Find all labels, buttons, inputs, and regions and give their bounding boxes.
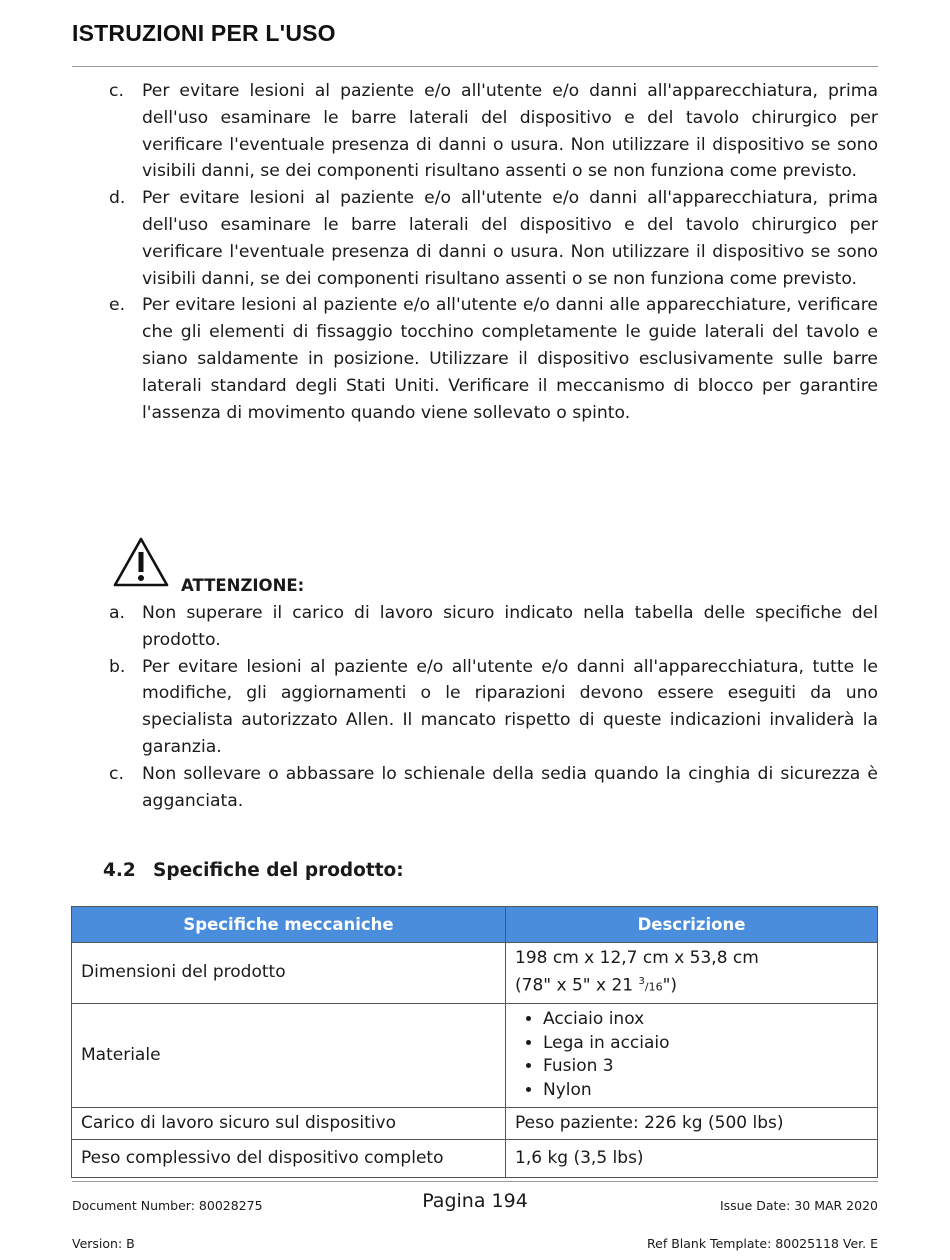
- table-cell: [506, 1003, 878, 1107]
- column-header: Specifiche meccaniche: [72, 907, 506, 943]
- list-item-text: Non sollevare o abbassare lo schienale della sedia quando la cinghia di sicurezza è agganciata.: [142, 763, 878, 811]
- list-item-text: Non superare il carico di lavoro sicuro indicato nella tabella delle specifiche del prodotto.: [142, 603, 878, 650]
- table-cell: Peso complessivo del dispositivo completo: [72, 1139, 506, 1177]
- table-row: [72, 1107, 878, 1139]
- list-item: [106, 185, 878, 292]
- table-cell: Dimensioni del prodotto: [72, 943, 506, 1004]
- table-row: [72, 1139, 878, 1177]
- warning-heading: [112, 536, 412, 596]
- header-divider: [72, 66, 878, 67]
- warning-triangle-icon: [112, 536, 170, 588]
- table-cell: [506, 943, 878, 1004]
- list-item-text: Per evitare lesioni al paziente e/o all'utente e/o danni all'apparecchiatura, prima dell'uso esaminare le barre laterali del dispositivo e del tavolo chirurgico per verificare l'eventuale presenza di danni o usura. Non utilizzare il dispositivo se sono visibili danni, se dei componenti risultano assenti o se non funziona come previsto.: [142, 81, 878, 182]
- list-item: [106, 292, 878, 426]
- fraction-numerator: 3: [638, 976, 645, 987]
- instructions-list: [106, 78, 878, 426]
- list-item-letter: d.: [109, 188, 126, 209]
- fraction-denominator: /16: [644, 980, 663, 994]
- dimensions-imperial-close: "): [662, 975, 678, 996]
- document-version: Version: B: [72, 1236, 135, 1251]
- section-number: 4.2: [103, 860, 136, 881]
- footer-divider: [72, 1181, 878, 1182]
- dimensions-imperial: [515, 970, 868, 999]
- document-number: Document Number: 80028275: [72, 1198, 263, 1213]
- table-row: [72, 1003, 878, 1107]
- table-cell: Carico di lavoro sicuro sul dispositivo: [72, 1107, 506, 1139]
- list-item-text: Per evitare lesioni al paziente e/o all'utente e/o danni alle apparecchiature, verificare che gli elementi di fissaggio tocchino completamente le guide laterali del tavolo e siano saldamente in posizione. Utilizzare il dispositivo esclusivamente sulle barre laterali standard degli Stati Uniti. Verificare il meccanismo di blocco per garantire l'assenza di movimento quando viene sollevato o spinto.: [142, 295, 878, 423]
- table-header-row: [72, 907, 878, 943]
- warning-list: [106, 600, 878, 814]
- list-item: • Acciaio inox: [543, 1008, 868, 1032]
- list-item: • Fusion 3: [543, 1055, 868, 1079]
- list-item-letter: e.: [109, 295, 126, 316]
- table-cell: Materiale: [72, 1003, 506, 1107]
- page-header-title: ISTRUZIONI PER L'USO: [72, 20, 336, 46]
- list-item-letter: c.: [109, 81, 124, 101]
- list-item: • Lega in acciaio: [543, 1032, 868, 1056]
- specifications-table: [71, 906, 878, 1178]
- list-item: • Nylon: [543, 1079, 868, 1103]
- page-number: Pagina 194: [422, 1190, 528, 1212]
- dimensions-metric: 198 cm x 12,7 cm x 53,8 cm: [515, 948, 759, 968]
- list-item: [106, 761, 878, 815]
- template-reference: Ref Blank Template: 80025118 Ver. E: [647, 1236, 878, 1251]
- list-item: [106, 78, 878, 185]
- table-row: [72, 943, 878, 1004]
- issue-date: Issue Date: 30 MAR 2020: [719, 1198, 878, 1213]
- dimensions-imperial-text: (78" x 5" x 21: [515, 975, 639, 996]
- section-title: Specifiche del prodotto:: [153, 860, 404, 881]
- table-cell: 1,6 kg (3,5 lbs): [506, 1139, 878, 1177]
- column-header: Descrizione: [506, 907, 878, 943]
- list-item-letter: b.: [109, 656, 126, 677]
- section-heading: [103, 860, 404, 881]
- list-item: [106, 600, 878, 654]
- list-item: [106, 654, 878, 761]
- list-item-text: Per evitare lesioni al paziente e/o all'utente e/o danni all'apparecchiatura, tutte le modifiche, gli aggiornamenti o le riparazioni devono essere eseguiti da uno specialista autorizzato Allen. Il mancato rispetto di queste indicazioni invaliderà la garanzia.: [142, 656, 878, 757]
- list-item-letter: c.: [109, 763, 124, 784]
- list-item-letter: a.: [109, 603, 125, 623]
- material-list: [515, 1008, 868, 1102]
- warning-label: ATTENZIONE:: [181, 576, 305, 595]
- table-cell: Peso paziente: 226 kg (500 lbs): [506, 1107, 878, 1139]
- list-item-text: Per evitare lesioni al paziente e/o all'utente e/o danni all'apparecchiatura, prima dell'uso esaminare le barre laterali del dispositivo e del tavolo chirurgico per verificare l'eventuale presenza di danni o usura. Non utilizzare il dispositivo se sono visibili danni, se dei componenti risultano assenti o se non funziona come previsto.: [142, 188, 878, 289]
